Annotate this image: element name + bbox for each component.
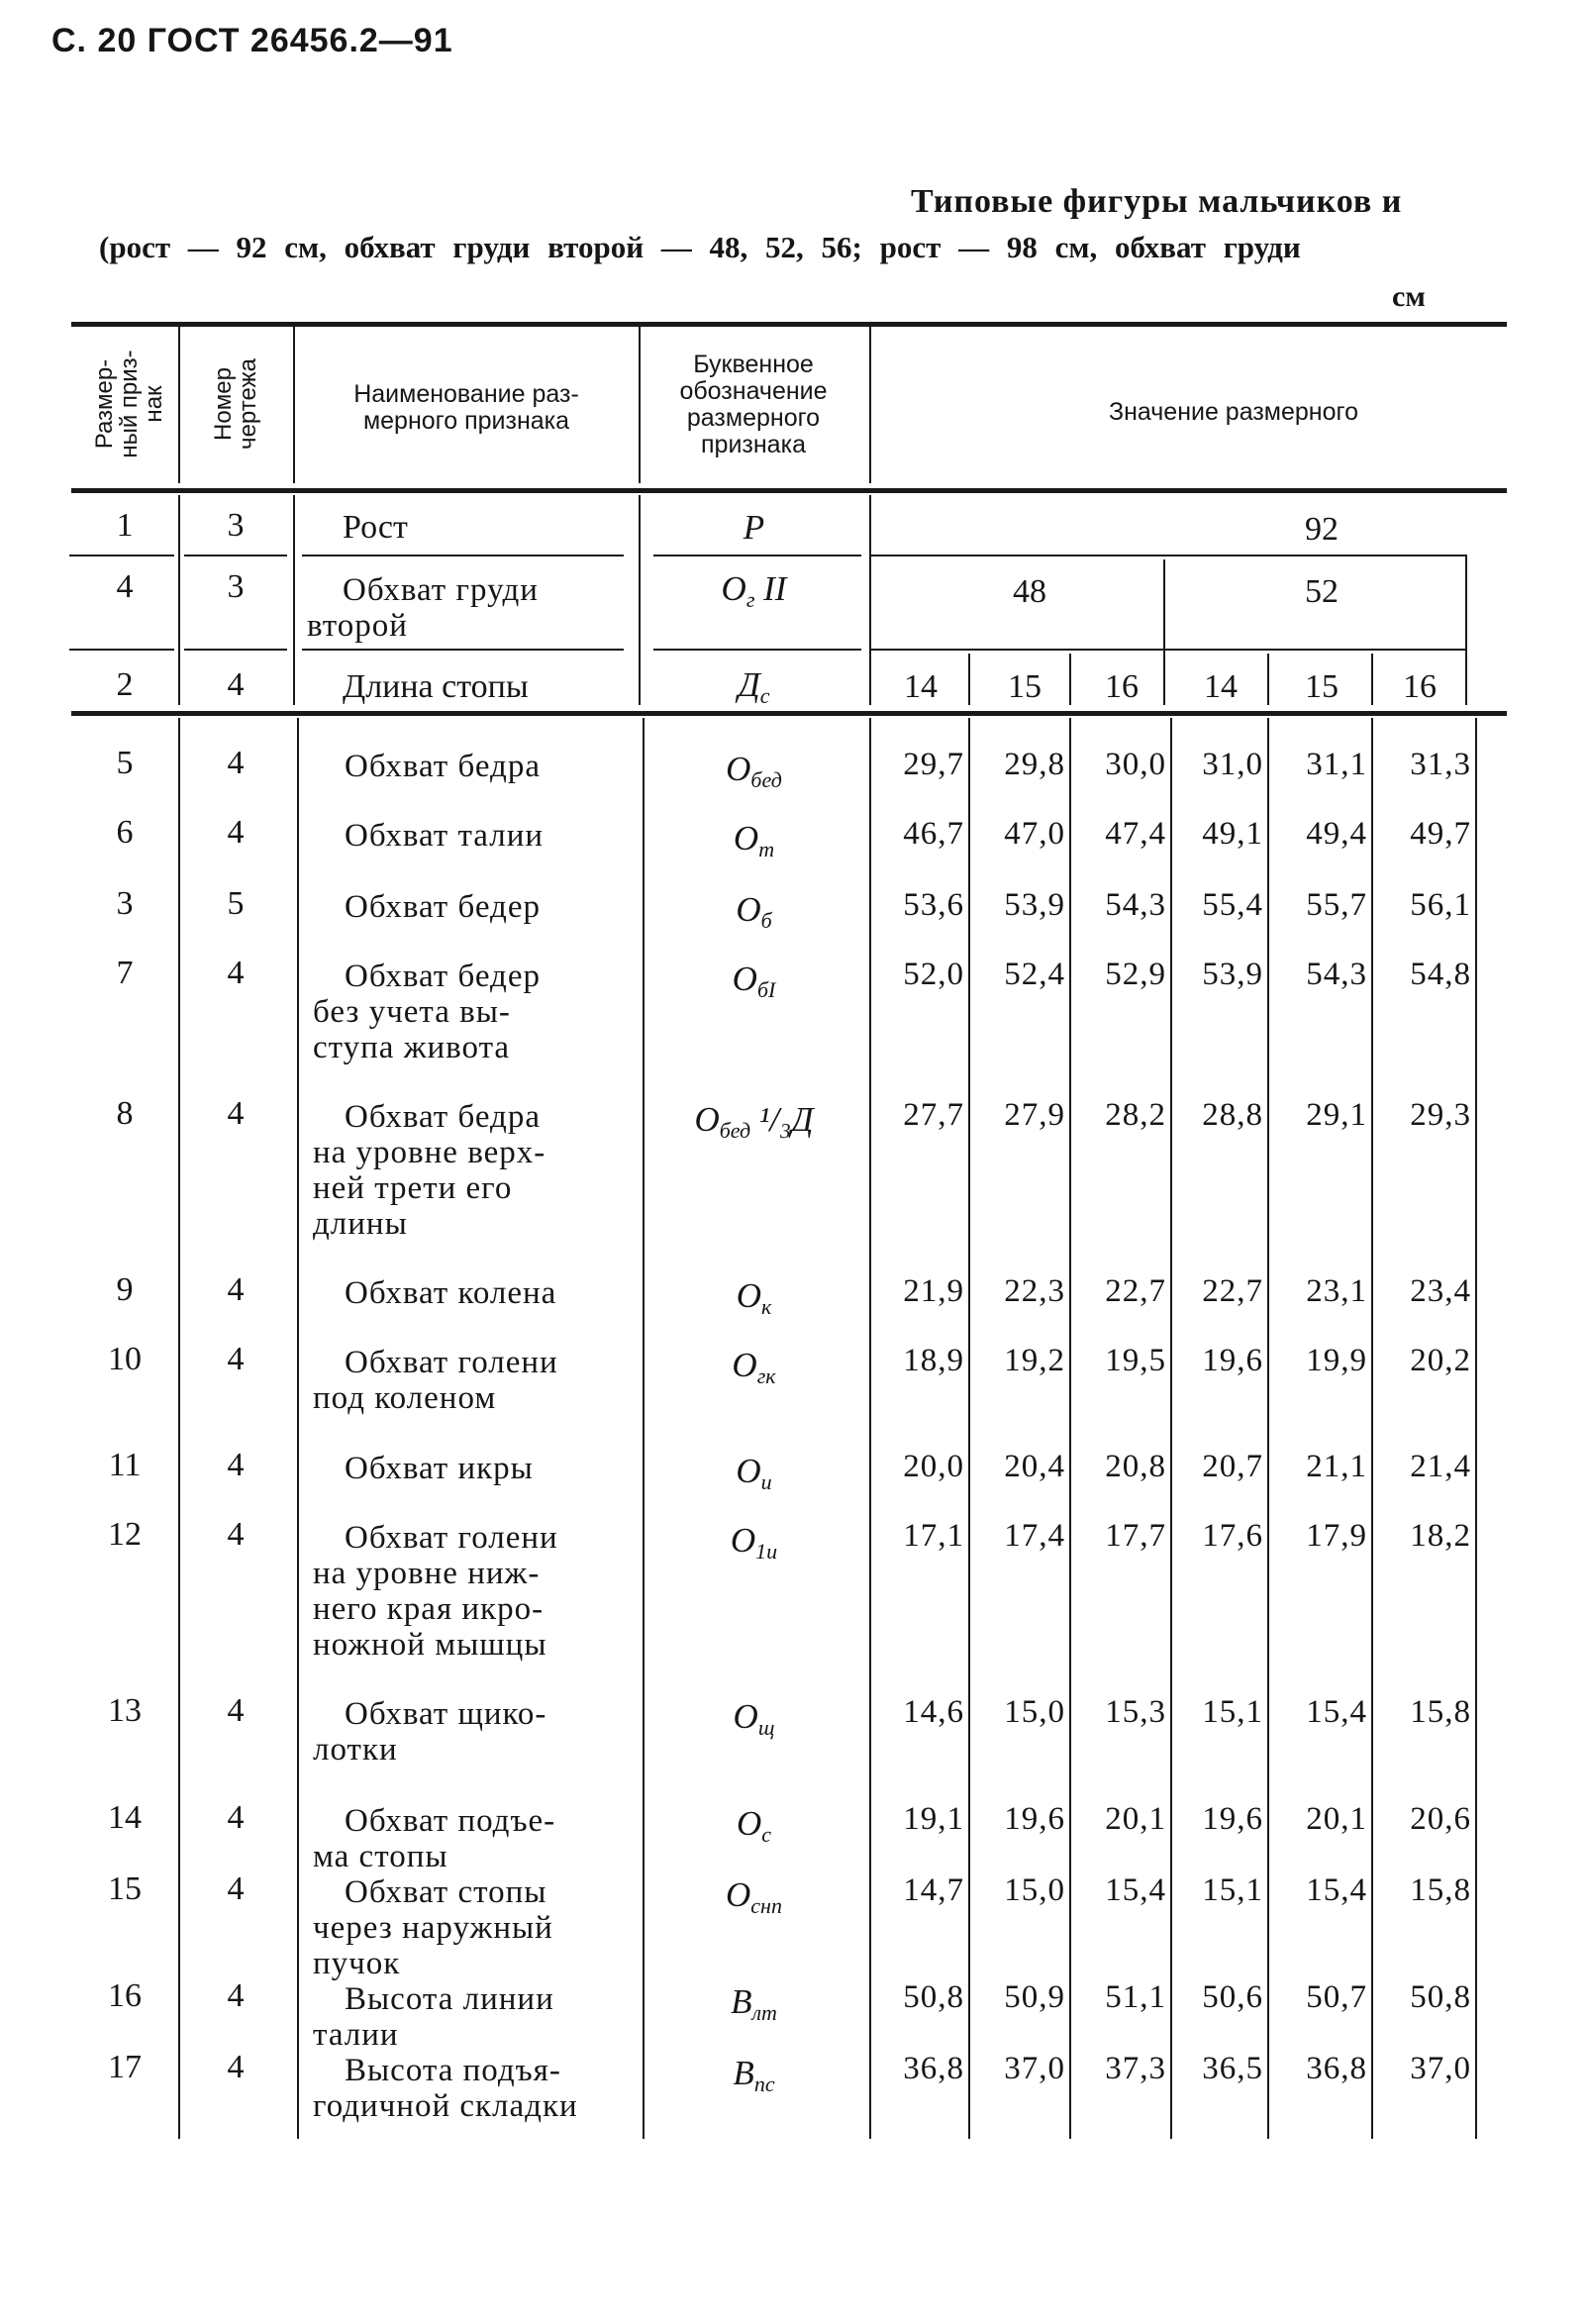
measurement-value: 54,3 — [1306, 957, 1367, 992]
attribute-name: Рост — [343, 509, 408, 546]
drawing-number: 4 — [227, 1870, 245, 1907]
attribute-name: Длина стопы — [343, 668, 529, 705]
row-number: 16 — [108, 1977, 142, 2014]
attribute-name: Обхват голени под коленом — [313, 1345, 558, 1416]
measurement-symbol: $О_и$ — [736, 1452, 772, 1494]
units-label: см — [1392, 280, 1426, 313]
table-rule — [69, 649, 174, 651]
measurement-value: 50,8 — [903, 1979, 964, 2015]
column-rule — [1371, 654, 1373, 705]
page-header: С. 20 ГОСТ 26456.2—91 — [51, 22, 453, 59]
header-attribute-name: Наименование раз- мерного признака — [353, 380, 579, 435]
measurement-value: 15,8 — [1410, 1694, 1471, 1730]
table-subtitle: (рост — 92 см, обхват груди второй — 48, 52, 56; рост — 98 см, обхват груди — [99, 230, 1301, 264]
symbol-subscript: б — [760, 908, 772, 933]
table-title: Типовые фигуры мальчиков и — [911, 183, 1403, 220]
attribute-name: Обхват стопы через наружный пучок — [313, 1874, 553, 1981]
foot-length-value: 15 — [1008, 668, 1042, 705]
measurement-value: 50,9 — [1004, 1979, 1065, 2015]
table-rule — [653, 649, 861, 651]
symbol-subscript: с — [759, 683, 770, 708]
measurement-value: 53,9 — [1202, 957, 1263, 992]
measurement-value: 20,4 — [1004, 1449, 1065, 1484]
measurement-value: 17,4 — [1004, 1518, 1065, 1554]
symbol-subscript: к — [760, 1294, 772, 1319]
measurement-symbol: $О_{гк}$ — [732, 1346, 776, 1388]
measurement-value: 50,7 — [1306, 1979, 1367, 2015]
drawing-number: 3 — [227, 568, 245, 605]
measurement-value: 20,8 — [1105, 1449, 1166, 1484]
measurement-value: 20,0 — [903, 1449, 964, 1484]
measurement-value: 47,4 — [1105, 816, 1166, 852]
row-number: 4 — [116, 568, 134, 605]
measurement-value: 14,6 — [903, 1694, 964, 1730]
symbol-subscript: пс — [753, 2071, 775, 2096]
measurement-value: 15,4 — [1105, 1872, 1166, 1908]
foot-length-value: 14 — [1204, 668, 1238, 705]
header-size-attribute: Размер- ный приз- нак — [90, 350, 167, 458]
symbol-subscript: 1и — [755, 1539, 778, 1564]
measurement-value: 30,0 — [1105, 747, 1166, 782]
measurement-value: 53,6 — [903, 887, 964, 923]
measurement-value: 20,2 — [1410, 1343, 1471, 1378]
measurement-symbol: $О_к$ — [736, 1276, 772, 1319]
symbol-subscript: лт — [751, 2000, 777, 2025]
measurement-symbol: $О_{1и}$ — [730, 1521, 778, 1564]
measurement-value: 15,3 — [1105, 1694, 1166, 1730]
measurement-value: 28,8 — [1202, 1097, 1263, 1133]
symbol-subscript: бед — [719, 1118, 751, 1143]
measurement-value: 55,7 — [1306, 887, 1367, 923]
drawing-number: 4 — [227, 1447, 245, 1483]
measurement-value: 22,3 — [1004, 1273, 1065, 1309]
column-rule — [869, 327, 871, 483]
row-number: 14 — [108, 1799, 142, 1836]
drawing-number: 4 — [227, 2049, 245, 2085]
drawing-number: 4 — [227, 1341, 245, 1377]
attribute-name: Обхват колена — [345, 1275, 557, 1311]
drawing-number: 4 — [227, 955, 245, 991]
column-rule — [293, 327, 295, 483]
measurement-value: 52,4 — [1004, 957, 1065, 992]
measurement-value: 21,4 — [1410, 1449, 1471, 1484]
measurement-value: 49,7 — [1410, 816, 1471, 852]
measurement-value: 15,4 — [1306, 1694, 1367, 1730]
row-number: 15 — [108, 1870, 142, 1907]
measurement-value: 19,6 — [1202, 1801, 1263, 1837]
measurement-value: 37,0 — [1004, 2051, 1065, 2086]
foot-length-value: 14 — [904, 668, 938, 705]
foot-length-value: 15 — [1305, 668, 1339, 705]
drawing-number: 4 — [227, 1095, 245, 1132]
measurement-value: 20,6 — [1410, 1801, 1471, 1837]
symbol-subscript: бед — [750, 767, 782, 792]
measurement-value: 56,1 — [1410, 887, 1471, 923]
measurement-value: 17,7 — [1105, 1518, 1166, 1554]
measurement-value: 53,9 — [1004, 887, 1065, 923]
measurement-value: 36,5 — [1202, 2051, 1263, 2086]
column-rule — [293, 495, 295, 705]
header-letter-designation: Буквенное обозначение размерного признака — [679, 351, 828, 458]
measurement-symbol: Р — [743, 508, 765, 547]
column-rule — [968, 654, 970, 705]
table-rule — [302, 649, 624, 651]
table-rule — [69, 555, 174, 556]
measurement-value: 15,8 — [1410, 1872, 1471, 1908]
measurement-value: 55,4 — [1202, 887, 1263, 923]
measurement-value: 50,6 — [1202, 1979, 1263, 2015]
drawing-number: 4 — [227, 1516, 245, 1553]
symbol-subscript: снп — [750, 1893, 782, 1918]
symbol-subscript: гк — [756, 1364, 776, 1388]
header-value: Значение размерного — [1109, 398, 1358, 426]
measurement-value: 49,4 — [1306, 816, 1367, 852]
measurement-value: 19,5 — [1105, 1343, 1166, 1378]
table-rule — [184, 649, 287, 651]
attribute-name: Обхват бедра на уровне верх- ней трети его длины — [313, 1099, 546, 1242]
symbol-subscript: бI — [756, 977, 776, 1002]
measurement-symbol: $О_б$ — [736, 890, 772, 933]
attribute-name: Обхват голени на уровне ниж- него края икро- ножной мышцы — [313, 1520, 558, 1663]
measurement-value: 29,8 — [1004, 747, 1065, 782]
attribute-name: Обхват груди второй — [307, 572, 539, 644]
measurement-symbol: $О_{бед}$ — [726, 750, 782, 792]
row-number: 12 — [108, 1516, 142, 1553]
row-number: 3 — [116, 885, 134, 922]
measurement-value: 17,1 — [903, 1518, 964, 1554]
row-number: 1 — [116, 507, 134, 544]
measurement-value: 20,7 — [1202, 1449, 1263, 1484]
measurement-symbol: $О_{снп}$ — [726, 1875, 782, 1918]
symbol-subscript: т — [758, 837, 775, 861]
column-rule — [968, 718, 970, 2139]
table-rule — [871, 555, 1465, 556]
drawing-number: 4 — [227, 1799, 245, 1836]
attribute-name: Обхват икры — [345, 1451, 534, 1486]
measurement-symbol: $О_{бI}$ — [732, 960, 776, 1002]
table-rule — [71, 488, 1507, 493]
foot-length-value: 16 — [1403, 668, 1437, 705]
measurement-value: 54,8 — [1410, 957, 1471, 992]
drawing-number: 5 — [227, 885, 245, 922]
column-rule — [869, 718, 871, 2139]
row-number: 6 — [116, 814, 134, 851]
column-rule — [1267, 654, 1269, 705]
table-rule — [653, 555, 861, 556]
drawing-number: 4 — [227, 1692, 245, 1729]
column-rule — [1069, 718, 1071, 2139]
measurement-value: 15,4 — [1306, 1872, 1367, 1908]
drawing-number: 4 — [227, 1271, 245, 1308]
measurement-value: 22,7 — [1105, 1273, 1166, 1309]
drawing-number: 3 — [227, 507, 245, 544]
measurement-value: 15,1 — [1202, 1872, 1263, 1908]
measurement-value: 29,7 — [903, 747, 964, 782]
measurement-symbol: $Д_с$ — [738, 665, 770, 708]
measurement-value: 50,8 — [1410, 1979, 1471, 2015]
measurement-symbol: $О_г$ II — [721, 569, 787, 612]
measurement-symbol: $О_т$ — [733, 819, 775, 861]
measurement-value: 23,1 — [1306, 1273, 1367, 1309]
measurement-value: 18,2 — [1410, 1518, 1471, 1554]
measurement-value: 15,0 — [1004, 1694, 1065, 1730]
measurement-value: 46,7 — [903, 816, 964, 852]
measurement-value: 27,9 — [1004, 1097, 1065, 1133]
drawing-number: 4 — [227, 745, 245, 781]
measurement-value: 49,1 — [1202, 816, 1263, 852]
measurement-value: 47,0 — [1004, 816, 1065, 852]
row-number: 10 — [108, 1341, 142, 1377]
attribute-name: Обхват бедер — [345, 889, 541, 925]
height-value: 92 — [1305, 511, 1339, 548]
measurement-symbol: $О_с$ — [736, 1804, 772, 1847]
column-rule — [1465, 555, 1467, 705]
symbol-subscript: г — [745, 587, 755, 612]
measurement-value: 28,2 — [1105, 1097, 1166, 1133]
attribute-name: Высота линии талии — [313, 1981, 554, 2053]
symbol-subscript: щ — [757, 1715, 775, 1740]
row-number: 2 — [116, 666, 134, 703]
table-rule — [184, 555, 287, 556]
measurement-value: 31,3 — [1410, 747, 1471, 782]
measurement-value: 18,9 — [903, 1343, 964, 1378]
column-rule — [1267, 718, 1269, 2139]
attribute-name: Обхват бедер без учета вы- ступа живота — [313, 959, 541, 1065]
measurement-value: 19,2 — [1004, 1343, 1065, 1378]
table-rule — [71, 322, 1507, 327]
measurement-symbol: $О_щ$ — [733, 1697, 775, 1740]
measurement-value: 19,1 — [903, 1801, 964, 1837]
measurement-symbol: $В_{пс}$ — [733, 2054, 775, 2096]
column-rule — [1163, 559, 1165, 705]
measurement-value: 15,1 — [1202, 1694, 1263, 1730]
header-drawing-number: Номер чертежа — [210, 358, 261, 450]
chest-group-value: 48 — [1013, 573, 1046, 610]
symbol-subscript: и — [760, 1469, 772, 1494]
row-number: 13 — [108, 1692, 142, 1729]
measurement-value: 23,4 — [1410, 1273, 1471, 1309]
attribute-name: Обхват талии — [345, 818, 545, 854]
drawing-number: 4 — [227, 1977, 245, 2014]
measurement-value: 17,9 — [1306, 1518, 1367, 1554]
column-rule — [1069, 654, 1071, 705]
table-rule — [871, 649, 1465, 651]
measurement-value: 20,1 — [1105, 1801, 1166, 1837]
table-rule — [302, 555, 624, 556]
measurement-value: 36,8 — [903, 2051, 964, 2086]
column-rule — [869, 495, 871, 705]
row-number: 17 — [108, 2049, 142, 2085]
measurement-value: 37,0 — [1410, 2051, 1471, 2086]
row-number: 11 — [108, 1447, 142, 1483]
column-rule — [1170, 718, 1172, 2139]
column-rule — [1475, 718, 1477, 2139]
attribute-name: Высота подъя- годичной складки — [313, 2053, 578, 2124]
measurement-value: 52,9 — [1105, 957, 1166, 992]
measurement-value: 29,3 — [1410, 1097, 1471, 1133]
measurement-value: 31,1 — [1306, 747, 1367, 782]
measurement-value: 21,9 — [903, 1273, 964, 1309]
measurement-value: 22,7 — [1202, 1273, 1263, 1309]
column-rule — [1371, 718, 1373, 2139]
attribute-name: Обхват щико- лотки — [313, 1696, 547, 1768]
symbol-subscript: с — [761, 1822, 772, 1847]
row-number: 9 — [116, 1271, 134, 1308]
measurement-value: 52,0 — [903, 957, 964, 992]
measurement-value: 14,7 — [903, 1872, 964, 1908]
measurement-value: 51,1 — [1105, 1979, 1166, 2015]
drawing-number: 4 — [227, 666, 245, 703]
measurement-value: 29,1 — [1306, 1097, 1367, 1133]
row-number: 8 — [116, 1095, 134, 1132]
measurement-value: 27,7 — [903, 1097, 964, 1133]
measurement-value: 19,6 — [1004, 1801, 1065, 1837]
table-rule — [71, 711, 1507, 716]
measurement-value: 31,0 — [1202, 747, 1263, 782]
drawing-number: 4 — [227, 814, 245, 851]
measurement-value: 37,3 — [1105, 2051, 1166, 2086]
column-rule — [297, 718, 299, 2139]
row-number: 7 — [116, 955, 134, 991]
attribute-name: Обхват бедра — [345, 749, 541, 784]
row-number: 5 — [116, 745, 134, 781]
measurement-symbol: $В_{лт}$ — [731, 1982, 777, 2025]
measurement-value: 17,6 — [1202, 1518, 1263, 1554]
measurement-value: 21,1 — [1306, 1449, 1367, 1484]
measurement-value: 36,8 — [1306, 2051, 1367, 2086]
column-rule — [178, 718, 180, 2139]
chest-group-value: 52 — [1305, 573, 1339, 610]
measurement-value: 19,9 — [1306, 1343, 1367, 1378]
measurement-value: 54,3 — [1105, 887, 1166, 923]
foot-length-value: 16 — [1105, 668, 1139, 705]
measurement-value: 15,0 — [1004, 1872, 1065, 1908]
measurement-symbol: $О_{бед}$ ¹/₃Д — [694, 1100, 814, 1143]
attribute-name: Обхват подъе- ма стопы — [313, 1803, 556, 1874]
measurement-value: 19,6 — [1202, 1343, 1263, 1378]
measurement-value: 20,1 — [1306, 1801, 1367, 1837]
